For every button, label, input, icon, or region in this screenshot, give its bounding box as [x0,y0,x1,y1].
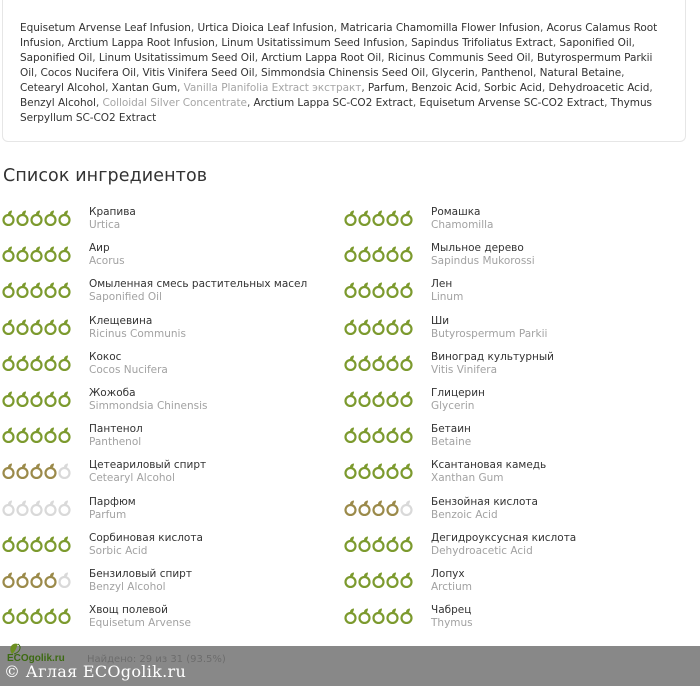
ingredient-rating [2,572,71,588]
ingredient-row[interactable] [344,312,674,342]
leaf-rating-icon [372,210,385,226]
ingredient-name-ru: Цетеариловый спирт [89,459,207,472]
leaf-rating-icon [386,246,399,262]
leaf-rating-icon [2,463,15,479]
ingredient-rating [2,319,71,335]
ingredient-names [431,459,546,485]
composition-item: Saponified Oil [559,37,632,49]
ingredient-name-latin: Acorus [89,255,125,268]
composition-item: Natural Betaine [539,67,622,79]
ingredient-rating [344,355,413,371]
ingredient-row[interactable] [344,239,674,269]
leaf-rating-icon [16,572,29,588]
leaf-rating-icon [358,536,371,552]
ingredient-rating [344,463,413,479]
leaf-rating-icon [344,355,357,371]
leaf-rating-icon [44,391,57,407]
leaf-rating-icon [386,536,399,552]
ingredient-name-latin: Thymus [431,617,473,630]
leaf-rating-icon [358,427,371,443]
ingredient-names [89,459,206,485]
ingredient-name-latin: Sapindus Mukorossi [431,255,535,268]
leaf-rating-icon [16,463,29,479]
leaf-rating-icon [2,355,15,371]
ingredient-rating [344,536,413,552]
composition-item: Vanilla Planifolia Extract экстракт [183,82,362,94]
composition-item: Xantan Gum [111,82,178,94]
ingredient-name-ru: Бетаин [431,423,471,436]
ingredient-row[interactable] [344,348,674,378]
ingredient-row[interactable] [2,275,332,305]
leaf-rating-icon [16,536,29,552]
ingredient-rating [2,210,71,226]
leaf-rating-icon [358,608,371,624]
leaf-rating-icon [400,282,413,298]
leaf-rating-icon [44,608,57,624]
ingredient-name-ru: Бензиловый спирт [89,568,192,580]
ingredient-name-ru: Глицерин [431,387,485,399]
leaf-rating-icon [358,246,371,262]
ingredient-name-latin: Xanthan Gum [431,472,504,485]
leaf-rating-icon [58,319,71,335]
leaf-rating-icon [344,319,357,335]
ingredient-name-ru: Ксантановая камедь [431,459,547,472]
composition-item: Panthenol [481,67,533,79]
ingredient-row[interactable] [2,529,332,559]
leaf-rating-icon [386,355,399,371]
ingredient-name-latin: Arctium [431,581,472,593]
composition-item: Equisetum Arvense Leaf Infusion [20,22,191,34]
composition-item: Sorbic Acid [484,82,542,94]
ingredient-names [431,206,494,232]
composition-item: Dehydroacetic Acid [548,82,650,94]
ingredient-name-ru: Виноград культурный [431,350,554,363]
watermark-logo-text: ECOgolik.ru [7,653,65,664]
leaf-rating-icon [358,355,371,371]
ingredient-names [89,532,203,558]
ingredient-rating [344,608,413,624]
ingredient-names [89,206,136,232]
leaf-rating-icon [16,608,29,624]
composition-item: Thymus Serpyllum SC-CO2 Extract [20,97,652,124]
ingredient-name-ru: Кокос [89,350,122,363]
ingredient-name-ru: Парфюм [89,495,136,508]
ingredient-rating [344,246,413,262]
ingredient-row[interactable] [2,601,332,631]
ingredient-name-ru: Пантенол [89,423,143,436]
watermark-caption: © Аглая ECOgolik.ru [4,662,187,681]
leaf-rating-icon [30,427,43,443]
composition-item: Arctium Lappa SC-CO2 Extract [253,97,413,109]
leaf-rating-icon [400,355,413,371]
ingredient-name-ru: Ромашка [431,206,481,218]
leaf-rating-icon [16,500,29,516]
ingredient-name-ru: Лопух [431,568,465,580]
ingredient-rating [2,463,71,479]
leaf-rating-icon [344,500,357,516]
composition-item: Sapindus Trifoliatus Extract [411,37,553,49]
leaf-rating-icon [372,572,385,588]
leaf-rating-icon [344,282,357,298]
ingredient-names [89,568,192,594]
section-title: Список ингредиентов [3,166,208,186]
leaf-rating-icon [372,427,385,443]
leaf-rating-icon [30,500,43,516]
ingredient-name-latin: Chamomilla [431,219,494,231]
leaf-rating-icon [400,246,413,262]
ingredient-names [431,604,473,630]
ingredient-name-latin: Saponified Oil [89,291,162,304]
ingredient-row[interactable] [344,456,674,486]
ingredient-row[interactable] [2,456,332,486]
leaf-rating-icon [372,355,385,371]
leaf-rating-icon [2,572,15,588]
ingredient-name-latin: Sorbic Acid [89,544,148,557]
leaf-rating-icon [386,319,399,335]
leaf-rating-icon [386,463,399,479]
leaf-rating-icon [386,282,399,298]
ingredient-name-latin: Betaine [431,436,472,449]
ingredient-row[interactable] [2,239,332,269]
composition-item: Saponified Oil [20,52,93,64]
leaf-rating-icon [58,463,71,479]
leaf-rating-icon [30,210,43,226]
composition-item: Butyrospermum Parkii Oil [20,52,653,79]
leaf-rating-icon [2,500,15,516]
leaf-rating-icon [58,572,71,588]
ingredient-names [89,423,143,449]
ingredient-rating [2,282,71,298]
composition-item: Arctium Lappa Root Oil [261,52,382,64]
leaf-rating-icon [58,282,71,298]
ingredient-name-latin: Simmondsia Chinensis [89,400,208,412]
leaf-rating-icon [30,536,43,552]
ingredient-name-ru: Бензойная кислота [431,495,538,508]
ingredient-names [431,387,485,413]
composition-item: Linum Usitatissimum Seed Infusion [221,37,405,49]
leaf-rating-icon [30,391,43,407]
ingredient-rating [2,500,71,516]
leaf-rating-icon [358,572,371,588]
leaf-rating-icon [372,536,385,552]
leaf-rating-icon [44,427,57,443]
ingredient-names [89,315,186,341]
composition-item: Benzoic Acid [411,82,478,94]
leaf-rating-icon [400,536,413,552]
ingredient-rating [2,355,71,371]
ingredient-rating [344,500,413,516]
leaf-rating-icon [386,500,399,516]
composition-item: Acorus Calamus Root Infusion [20,22,658,49]
ingredient-rating [2,608,71,624]
ingredient-name-ru: Лен [431,278,453,291]
leaf-rating-icon [358,210,371,226]
leaf-rating-icon [44,536,57,552]
ingredient-row[interactable] [2,493,332,523]
leaf-rating-icon [58,427,71,443]
ingredient-rating [344,391,413,407]
composition-item: Simmondsia Chinensis Seed Oil [261,67,426,79]
ingredient-names [431,532,576,558]
ingredient-row[interactable] [2,312,332,342]
leaf-rating-icon [386,427,399,443]
leaf-rating-icon [386,572,399,588]
leaf-rating-icon [30,608,43,624]
leaf-rating-icon [400,572,413,588]
leaf-rating-icon [2,319,15,335]
leaf-rating-icon [400,391,413,407]
leaf-rating-icon [58,536,71,552]
leaf-rating-icon [344,608,357,624]
composition-item: Cetearyl Alcohol [20,82,106,94]
ingredient-names [89,604,191,630]
composition-item: Colloidal Silver Concentrate [102,97,247,109]
leaf-rating-icon [344,391,357,407]
ingredient-name-latin: Panthenol [89,436,142,449]
leaf-rating-icon [16,427,29,443]
leaf-rating-icon [44,282,57,298]
leaf-rating-icon [30,463,43,479]
leaf-rating-icon [58,355,71,371]
ingredient-name-latin: Cocos Nucifera [89,363,168,376]
composition-item: Parfum [367,82,405,94]
leaf-rating-icon [400,500,413,516]
leaf-rating-icon [2,210,15,226]
ingredient-row[interactable] [2,348,332,378]
leaf-rating-icon [358,391,371,407]
ingredient-names [89,278,307,304]
ingredient-name-ru: Мыльное дерево [431,242,524,255]
leaf-rating-icon [44,463,57,479]
leaf-rating-icon [44,319,57,335]
leaf-rating-icon [358,500,371,516]
ingredient-name-latin: Equisetum Arvense [89,617,191,630]
composition-list: Equisetum Arvense Leaf Infusion, Urtica Dioica Leaf Infusion, Matricaria Chamomilla Flower Infusion, Acorus Calamus Root Infusion, Arctium Lappa Root Infusion, Linum Usitatissimum Seed Infusion, Sapindus Trifoliatus Extract, Saponified Oil, Saponified Oil, Linum Usitatissimum Seed Oil, Arctium Lappa Root Oil, Ricinus Communis Seed Oil, Butyrospermum Parkii Oil, Cocos Nucifera Oil, Vitis Vinifera Seed Oil, Simmondsia Chinensis Seed Oil, Glycerin, Panthenol, Natural Betaine, Cetearyl Alcohol, Xantan Gum, Vanilla Planifolia Extract экстракт, Parfum, Benzoic Acid, Sorbic Acid, Dehydroacetic Acid, Benzyl Alcohol, Colloidal Silver Concentrate, Arctium Lappa SC-CO2 Extract, Equisetum Arvense SC-CO2 Extract, Thymus Serpyllum SC-CO2 Extract [20,22,658,124]
ingredient-names [431,242,535,268]
leaf-rating-icon [386,391,399,407]
composition-box [2,0,686,142]
ingredient-names [431,423,471,449]
ingredient-name-latin: Glycerin [431,400,475,412]
ingredient-rating [2,391,71,407]
ingredient-name-latin: Cetearyl Alcohol [89,472,175,485]
ingredient-row[interactable] [2,203,332,233]
leaf-rating-icon [386,210,399,226]
ingredient-names [431,351,554,377]
ingredient-name-ru: Жожоба [89,387,136,399]
ingredient-rating [344,282,413,298]
leaf-rating-icon [372,319,385,335]
leaf-rating-icon [2,608,15,624]
ingredient-name-latin: Dehydroacetic Acid [431,544,533,557]
ingredient-name-latin: Urtica [89,219,121,231]
ingredient-names [431,278,463,304]
leaf-rating-icon [16,210,29,226]
leaf-rating-icon [400,608,413,624]
leaf-rating-icon [16,391,29,407]
ingredient-name-ru: Сорбиновая кислота [89,531,203,544]
ingredient-rating [2,246,71,262]
ingredient-name-latin: Benzoic Acid [431,508,498,521]
leaf-rating-icon [344,536,357,552]
ingredient-row[interactable] [344,275,674,305]
ingredient-names [89,496,136,522]
composition-item: Linum Usitatissimum Seed Oil [98,52,255,64]
ingredient-name-ru: Чабрец [431,604,472,617]
leaf-rating-icon [372,246,385,262]
ingredient-name-latin: Linum [431,291,464,304]
leaf-rating-icon [372,500,385,516]
leaf-rating-icon [44,210,57,226]
ingredient-names [431,315,547,341]
leaf-rating-icon [2,282,15,298]
composition-item: Matricaria Chamomilla Flower Infusion [340,22,540,34]
composition-item: Arctium Lappa Root Infusion [67,37,215,49]
ingredient-row[interactable] [344,493,674,523]
leaf-rating-icon [30,282,43,298]
leaf-rating-icon [44,500,57,516]
leaf-rating-icon [44,572,57,588]
ingredient-row[interactable] [344,203,674,233]
composition-item: Urtica Dioica Leaf Infusion [197,22,334,34]
ingredient-rating [344,427,413,443]
ingredient-name-ru: Хвощ полевой [89,604,168,617]
leaf-rating-icon [400,463,413,479]
leaf-rating-icon [58,608,71,624]
ingredient-rating [2,536,71,552]
ingredient-row[interactable] [344,565,674,595]
composition-item: Equisetum Arvense SC-CO2 Extract [419,97,605,109]
leaf-rating-icon [372,391,385,407]
ingredient-names [89,351,168,377]
ingredient-name-latin: Parfum [89,508,127,521]
ingredient-row[interactable] [344,529,674,559]
leaf-rating-icon [372,282,385,298]
leaf-rating-icon [372,608,385,624]
ingredient-names [431,496,538,522]
ingredient-name-latin: Benzyl Alcohol [89,581,166,593]
leaf-rating-icon [358,463,371,479]
leaf-rating-icon [44,246,57,262]
composition-item: Cocos Nucifera Oil [40,67,136,79]
ingredient-name-ru: Омыленная смесь растительных масел [89,278,308,291]
leaf-rating-icon [58,246,71,262]
ingredient-name-ru: Крапива [89,206,136,218]
ingredient-row[interactable] [344,384,674,414]
ingredient-name-ru: Дегидроуксусная кислота [431,531,577,544]
leaf-rating-icon [2,536,15,552]
leaf-rating-icon [30,572,43,588]
ingredient-name-latin: Butyrospermum Parkii [431,327,548,340]
leaf-rating-icon [58,391,71,407]
ingredient-row[interactable] [2,565,332,595]
leaf-rating-icon [344,210,357,226]
leaf-rating-icon [400,427,413,443]
leaf-rating-icon [372,463,385,479]
leaf-rating-icon [344,463,357,479]
leaf-rating-icon [16,282,29,298]
leaf-rating-icon [16,319,29,335]
leaf-rating-icon [2,246,15,262]
leaf-rating-icon [30,246,43,262]
leaf-rating-icon [30,319,43,335]
ingredient-name-ru: Клещевина [89,314,153,327]
leaf-rating-icon [58,500,71,516]
leaf-rating-icon [58,210,71,226]
ingredient-row[interactable] [344,601,674,631]
leaf-rating-icon [358,319,371,335]
leaf-rating-icon [2,427,15,443]
composition-item: Ricinus Communis Seed Oil [387,52,531,64]
ingredient-name-latin: Ricinus Communis [89,327,186,340]
ingredient-rating [344,572,413,588]
ingredient-rating [2,427,71,443]
composition-item: Benzyl Alcohol [20,97,96,109]
leaf-rating-icon [44,355,57,371]
ingredient-name-ru: Ши [431,314,450,327]
leaf-rating-icon [16,246,29,262]
ingredient-row[interactable] [344,420,674,450]
leaf-rating-icon [16,355,29,371]
ingredient-name-ru: Аир [89,242,110,255]
leaf-rating-icon [344,246,357,262]
leaf-rating-icon [386,608,399,624]
ingredient-name-latin: Vitis Vinifera [431,363,498,376]
leaf-rating-icon [344,427,357,443]
leaf-rating-icon [400,319,413,335]
ingredient-names [89,242,125,268]
ingredient-names [89,387,207,413]
leaf-rating-icon [344,572,357,588]
composition-item: Glycerin [431,67,475,79]
composition-item: Vitis Vinifera Seed Oil [142,67,255,79]
ingredient-row[interactable] [2,384,332,414]
ingredient-names [431,568,472,594]
leaf-rating-icon [2,391,15,407]
ingredient-rating [344,210,413,226]
leaf-rating-icon [358,282,371,298]
leaf-rating-icon [400,210,413,226]
leaf-rating-icon [30,355,43,371]
ingredient-row[interactable] [2,420,332,450]
ingredient-rating [344,319,413,335]
